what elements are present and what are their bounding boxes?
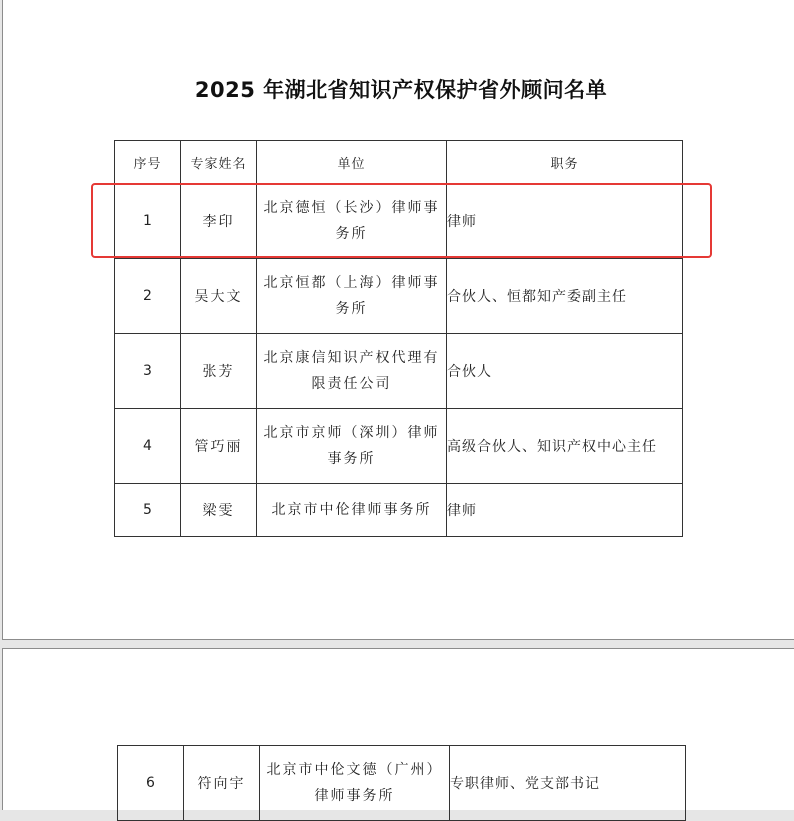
row-name: 张芳 bbox=[181, 334, 257, 409]
row-index: 3 bbox=[115, 334, 181, 409]
table-row bbox=[118, 746, 686, 821]
document-page-2 bbox=[2, 648, 794, 810]
row-index: 5 bbox=[115, 484, 181, 537]
table-row bbox=[115, 259, 683, 334]
advisor-table bbox=[114, 140, 683, 537]
row-index: 2 bbox=[115, 259, 181, 334]
document-title: 2025 年湖北省知识产权保护省外顾问名单 bbox=[194, 78, 608, 102]
row-organization: 北京市京师（深圳）律师事务所 bbox=[257, 409, 447, 484]
header-position: 职务 bbox=[447, 141, 683, 184]
row-index: 1 bbox=[115, 184, 181, 259]
header-index: 序号 bbox=[115, 141, 181, 184]
table-row bbox=[115, 409, 683, 484]
row-position: 合伙人 bbox=[447, 334, 683, 409]
row-position: 律师 bbox=[447, 184, 683, 259]
row-organization: 北京恒都（上海）律师事务所 bbox=[257, 259, 447, 334]
row-index: 4 bbox=[115, 409, 181, 484]
row-organization: 北京市中伦文德（广州）律师事务所 bbox=[260, 746, 450, 821]
header-organization: 单位 bbox=[257, 141, 447, 184]
row-name: 管巧丽 bbox=[181, 409, 257, 484]
row-position: 合伙人、恒都知产委副主任 bbox=[447, 259, 683, 334]
table-row bbox=[115, 334, 683, 409]
row-name: 符向宇 bbox=[184, 746, 260, 821]
row-name: 李印 bbox=[181, 184, 257, 259]
row-organization: 北京康信知识产权代理有限责任公司 bbox=[257, 334, 447, 409]
table-header-row bbox=[115, 141, 683, 184]
row-position: 律师 bbox=[447, 484, 683, 537]
row-position: 高级合伙人、知识产权中心主任 bbox=[447, 409, 683, 484]
header-name: 专家姓名 bbox=[181, 141, 257, 184]
row-organization: 北京市中伦律师事务所 bbox=[257, 484, 447, 537]
row-organization: 北京德恒（长沙）律师事务所 bbox=[257, 184, 447, 259]
row-name: 吴大文 bbox=[181, 259, 257, 334]
row-name: 梁雯 bbox=[181, 484, 257, 537]
row-position: 专职律师、党支部书记 bbox=[450, 746, 686, 821]
row-index: 6 bbox=[118, 746, 184, 821]
table-row bbox=[115, 184, 683, 259]
table-row bbox=[115, 484, 683, 537]
